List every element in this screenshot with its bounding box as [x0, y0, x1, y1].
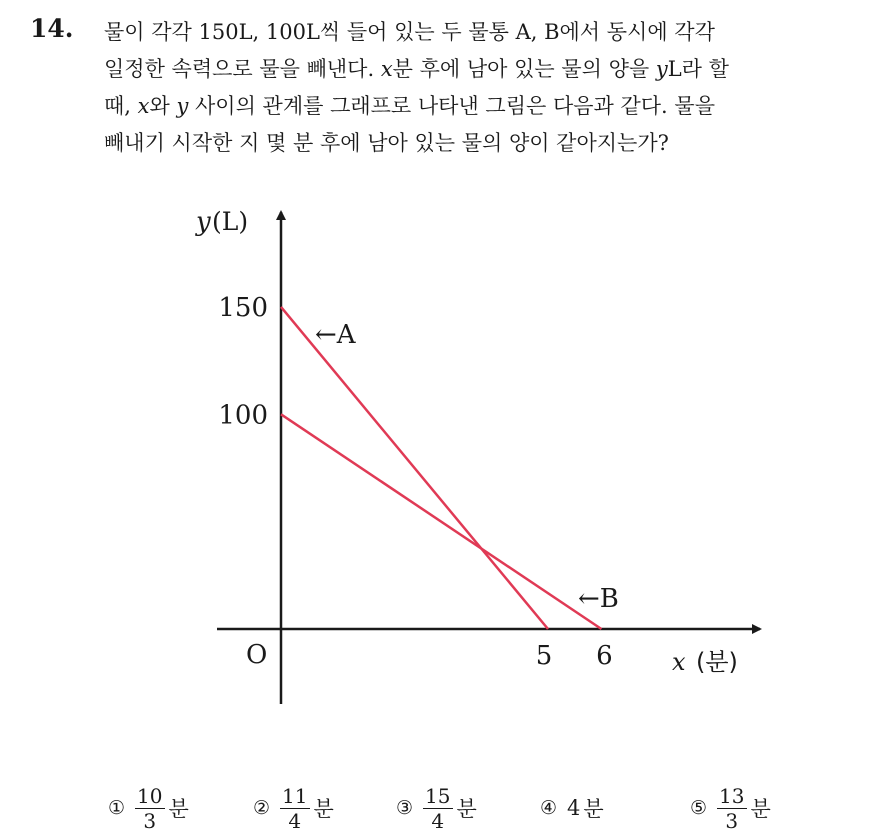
series-line-b [281, 414, 601, 629]
choice-unit: 분 [583, 797, 604, 821]
choice-1[interactable] [108, 780, 189, 836]
choice-mark: ① [108, 797, 126, 819]
choice-4[interactable] [540, 780, 604, 836]
question-line-3: 때, x와 y 사이의 관계를 그래프로 나타낸 그림은 다음과 같다. 물을 [104, 94, 715, 118]
fraction [423, 783, 452, 833]
choice-mark: ② [253, 797, 271, 819]
fraction [280, 783, 309, 833]
fraction [135, 783, 164, 833]
series-label-b: ←B [578, 584, 619, 614]
question-line-2: 일정한 속력으로 물을 빼낸다. x분 후에 남아 있는 물의 양을 yL라 할 [104, 57, 729, 81]
question-number: 14. [30, 14, 74, 43]
choice-3[interactable] [396, 780, 477, 836]
x-tick-label-6: 6 [596, 641, 613, 671]
choice-mark: ④ [540, 797, 558, 819]
math-variable: y [655, 57, 668, 81]
fraction-numerator: 13 [719, 783, 745, 808]
x-axis-unit: (분) [696, 648, 738, 676]
y-tick-label-100: 100 [218, 400, 268, 431]
choice-unit: 분 [456, 797, 477, 821]
choice-unit: 분 [313, 797, 334, 821]
choice-2[interactable] [253, 780, 334, 836]
y-axis-unit: (L) [212, 207, 249, 236]
choice-mark: ③ [396, 797, 414, 819]
choice-unit: 분 [750, 797, 771, 821]
y-axis-variable: y [196, 207, 211, 237]
fraction-denominator: 3 [725, 808, 739, 833]
x-axis-variable: x [672, 648, 686, 676]
y-tick-label-150: 150 [218, 292, 268, 323]
series-label-a: ←A [315, 320, 356, 350]
fraction-numerator: 15 [425, 783, 451, 808]
math-variable: x [380, 57, 393, 81]
question-line-1: 물이 각각 150L, 100L씩 들어 있는 두 물통 A, B에서 동시에 각각 [104, 20, 715, 44]
fraction [717, 783, 746, 833]
fraction-denominator: 4 [288, 808, 302, 833]
x-tick-label-5: 5 [535, 641, 553, 671]
fraction-numerator: 10 [137, 783, 163, 808]
answer-choices [108, 780, 828, 836]
question-line-4: 빼내기 시작한 지 몇 분 후에 남아 있는 물의 양이 같아지는가? [104, 131, 669, 155]
choice-mark: ⑤ [690, 797, 708, 819]
choice-5[interactable] [690, 780, 771, 836]
series-line-a [281, 307, 548, 629]
choice-value: 4 [567, 796, 581, 820]
choice-unit: 분 [168, 797, 189, 821]
fraction-denominator: 3 [143, 808, 157, 833]
fraction-denominator: 4 [431, 808, 445, 833]
math-variable: x [137, 94, 150, 118]
origin-label: O [246, 640, 268, 670]
fraction-numerator: 11 [282, 783, 308, 808]
math-variable: y [176, 94, 189, 118]
